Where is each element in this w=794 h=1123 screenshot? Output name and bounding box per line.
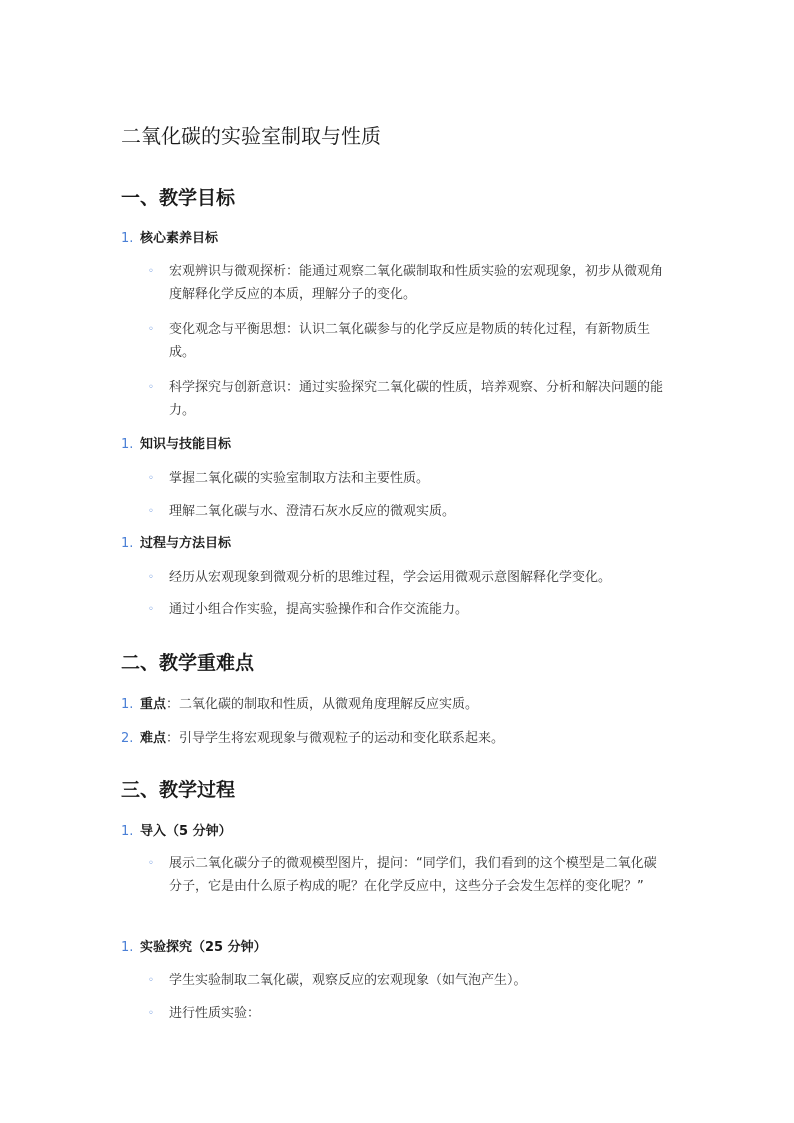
bullet-text: 科学探究与创新意识：通过实验探究二氧化碳的性质，培养观察、分析和解决问题的能力。: [169, 380, 664, 418]
list-item-key-point: [121, 695, 478, 715]
list-item-text: ：二氧化碳的制取和性质，从微观角度理解反应实质。: [166, 697, 479, 712]
bullet-item: [148, 377, 668, 422]
bullet-item: [148, 319, 668, 364]
bullet-item: [148, 468, 668, 491]
bullet-text: 理解二氧化碳与水、澄清石灰水反应的微观实质。: [169, 504, 456, 519]
bullet-text: 学生实验制取二氧化碳，观察反应的宏观现象（如气泡产生）。: [169, 973, 527, 988]
bullet-item: [148, 970, 668, 993]
list-item-introduction: [121, 822, 232, 842]
bullet-item: [148, 501, 668, 524]
list-number: 1.: [121, 231, 134, 246]
bullet-dot-icon: ◦: [148, 604, 154, 615]
list-item-label: 导入（5 分钟）: [140, 824, 232, 839]
bullet-dot-icon: ◦: [148, 506, 154, 517]
bullet-dot-icon: ◦: [148, 1008, 154, 1019]
bullet-dot-icon: ◦: [148, 266, 154, 277]
list-number: 1.: [121, 940, 134, 955]
bullet-text: 变化观念与平衡思想：认识二氧化碳参与的化学反应是物质的转化过程，有新物质生成。: [169, 322, 651, 360]
list-item-label: 核心素养目标: [140, 231, 219, 246]
list-item-difficult-point: [121, 729, 504, 749]
list-item-text: ：引导学生将宏观现象与微观粒子的运动和变化联系起来。: [166, 731, 505, 746]
list-number: 1.: [121, 536, 134, 551]
bullet-item: [148, 853, 668, 898]
bullet-text: 进行性质实验：: [169, 1006, 261, 1021]
list-item-label: 实验探究（25 分钟）: [140, 940, 267, 955]
list-number: 1.: [121, 697, 134, 712]
list-item-label: 知识与技能目标: [140, 437, 232, 452]
bullet-item: [148, 261, 668, 306]
list-item-experiment: [121, 938, 267, 958]
bullet-dot-icon: ◦: [148, 858, 154, 869]
list-item-knowledge-skills: [121, 435, 231, 455]
list-number: 1.: [121, 824, 134, 839]
section-heading-teaching-process: 三、教学过程: [121, 779, 236, 801]
list-number: 2.: [121, 731, 134, 746]
bullet-text: 掌握二氧化碳的实验室制取方法和主要性质。: [169, 471, 430, 486]
bullet-dot-icon: ◦: [148, 572, 154, 583]
bullet-text: 经历从宏观现象到微观分析的思维过程，学会运用微观示意图解释化学变化。: [169, 570, 612, 585]
list-item-label: 过程与方法目标: [140, 536, 232, 551]
bullet-dot-icon: ◦: [148, 975, 154, 986]
bullet-item: [148, 1003, 668, 1026]
bullet-text: 展示二氧化碳分子的微观模型图片，提问：“同学们，我们看到的这个模型是二氧化碳分子，它是由什么原子构成的呢？在化学反应中，这些分子会发生怎样的变化呢？”: [169, 856, 657, 894]
bullet-dot-icon: ◦: [148, 382, 154, 393]
list-number: 1.: [121, 437, 134, 452]
bullet-text: 宏观辨识与微观探析：能通过观察二氧化碳制取和性质实验的宏观现象，初步从微观角度解释化学反应的本质，理解分子的变化。: [169, 264, 664, 302]
list-item-core-literacy: [121, 229, 218, 249]
bullet-dot-icon: ◦: [148, 473, 154, 484]
section-heading-objectives: 一、教学目标: [121, 187, 236, 209]
bullet-text: 通过小组合作实验，提高实验操作和合作交流能力。: [169, 602, 469, 617]
list-item-label: 重点: [140, 697, 167, 712]
bullet-item: [148, 599, 668, 622]
list-item-process-method: [121, 534, 231, 554]
section-heading-key-difficult: 二、教学重难点: [121, 652, 255, 674]
list-item-label: 难点: [140, 731, 167, 746]
bullet-item: [148, 567, 668, 590]
page-title: 二氧化碳的实验室制取与性质: [121, 124, 381, 148]
bullet-dot-icon: ◦: [148, 324, 154, 335]
